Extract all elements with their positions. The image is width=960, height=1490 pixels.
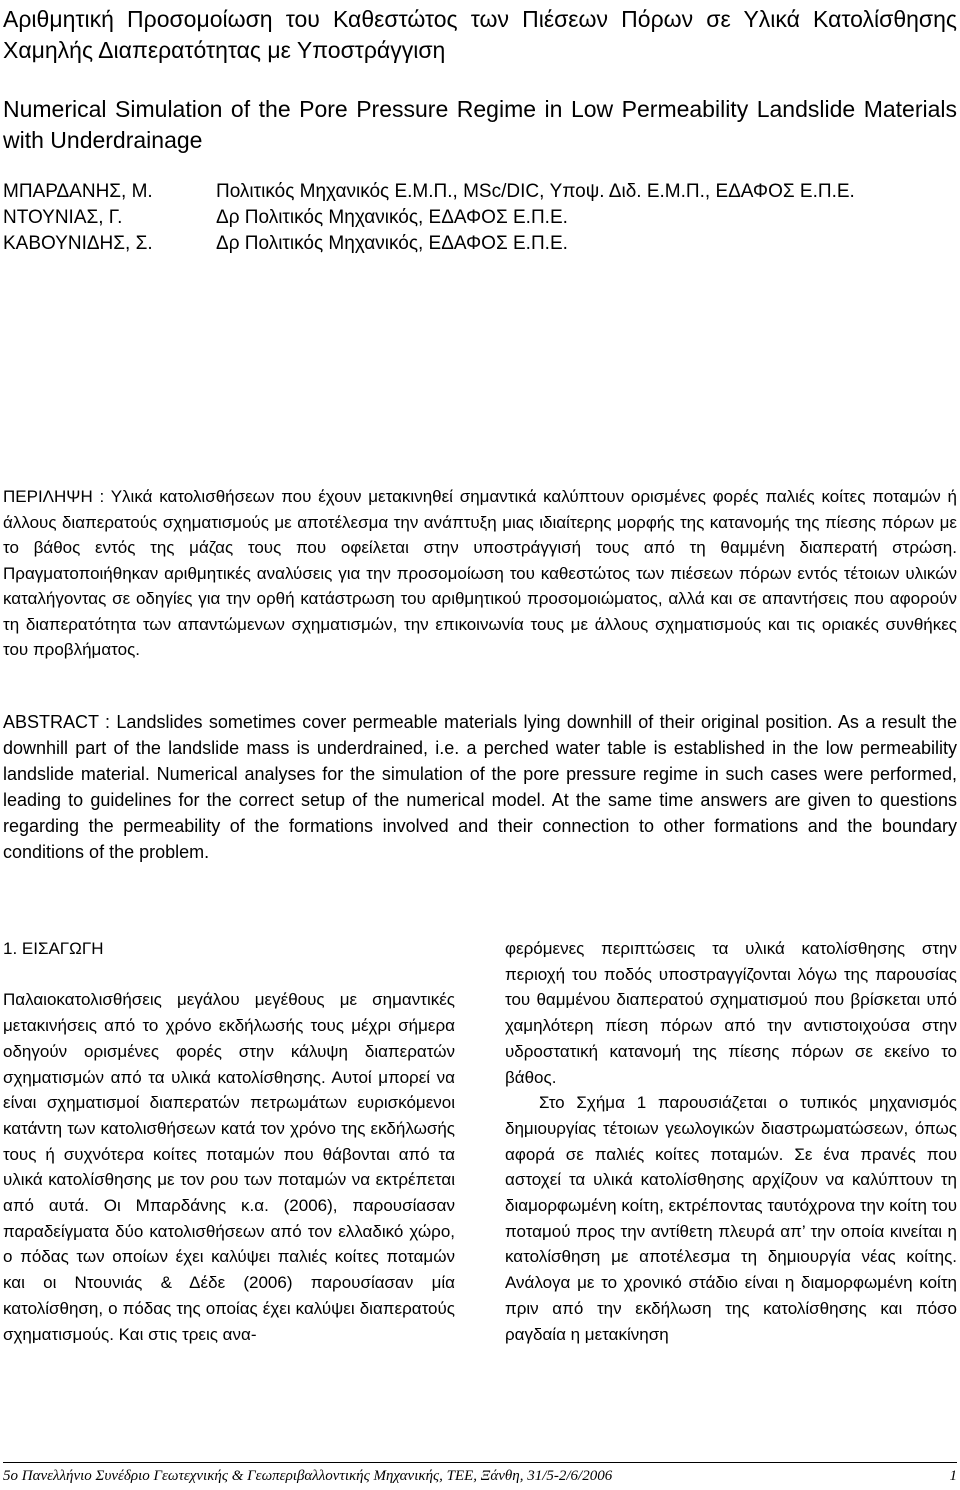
- author-name: ΜΠΑΡΔΑΝΗΣ, Μ.: [3, 181, 153, 202]
- abstract-greek: ΠΕΡΙΛΗΨΗ : Υλικά κατολισθήσεων που έχουν μετακινηθεί σημαντικά καλύπτουν ορισμένες φορές παλιές κοίτες ποταμών ή άλλους διαπερατούς σχηματισμούς με αποτέλεσμα την ανάπτυξη μιας ιδιαίτερης μορφής της κατανομής της πίεσης πόρων με το βάθος εντός της μάζας τους που οφείλεται στην υποστράγγισή τους από τη θαμμένη διαπερατή στρώση. Πραγματοποιήθηκαν αριθμητικές αναλύσεις για την προσομοίωση του καθεστώτος των πιέσεων πόρων εντός τέτοιων υλικών καταλήγοντας σε οδηγίες για την ορθή κατάστρωση του αριθμητικού προσομοιώματος, αλλά και σε απαντήσεις που αφορούν τη διαπερατότητα των απαντώμενων σχηματισμών, την επικοινωνία τους με άλλους σχηματισμούς και τις οριακές συνθήκες του προβλήματος.: [3, 487, 957, 659]
- body-paragraph: φερόμενες περιπτώσεις τα υλικά κατολίσθησης στην περιοχή του ποδός υποστραγγίζονται λόγω της παρουσίας του θαμμένου διαπερατού σχηματισμού που βρίσκεται υπό χαμηλότερη πίεση πόρων από την αντιστοιχούσα στην υδροστατική κατανομή της πίεσης πόρων σε εκείνο το βάθος.: [505, 939, 957, 1087]
- author-row: [3, 231, 855, 257]
- author-affiliation: Πολιτικός Μηχανικός Ε.Μ.Π., MSc/DIC, Υποψ. Διδ. Ε.Μ.Π., ΕΔΑΦΟΣ Ε.Π.Ε.: [216, 181, 855, 202]
- footer-conference: 5ο Πανελλήνιο Συνέδριο Γεωτεχνικής & Γεωπεριβαλλοντικής Μηχανικής, ΤΕΕ, Ξάνθη, 31/5-2/6/2006: [3, 1468, 613, 1484]
- body-paragraph: Στο Σχήμα 1 παρουσιάζεται ο τυπικός μηχανισμός δημιουργίας τέτοιων γεωλογικών διαστρωματώσεων, όπως αφορά σε παλιές κοίτες ποταμών. Σε ένα πρανές που αστοχεί τα υλικά κατολίσθησης αρχίζουν να καλύπτουν τη διαμορφωμένη κοίτη, εκτρέποντας ταυτόχρονα την κοίτη του ποταμού προς την αντίθετη πλευρά απ’ την οποία κινείται η κατολίσθηση με αποτέλεσμα τη δημιουργία νέας κοίτης. Ανάλογα με το χρονικό στάδιο είναι η διαμορφωμένη κοίτη πριν από την εκδήλωση της κατολίσθησης και πόσο ραγδαία η μετακίνηση: [505, 1093, 957, 1344]
- author-name: ΚΑΒΟΥΝΙΔΗΣ, Σ.: [3, 233, 153, 254]
- body-paragraph: Παλαιοκατολισθήσεις μεγάλου μεγέθους με σημαντικές μετακινήσεις από το χρόνο εκδήλωσής τους μέχρι σήμερα οδηγούν ορισμένες φορές στην κάλυψη διαπερατών σχηματισμών από τα υλικά κατολίσθησης. Αυτοί μπορεί να είναι σχηματισμοί διαπερατών πετρωμάτων ευρισκόμενοι κατάντη των κατολισθήσεων κατά τον χρόνο της εκδήλωσής τους ή συχνότερα κοίτες ποταμών που θάβονται από τα υλικά κατολίσθησης με τον ρου των ποταμών να εκτρέπεται από αυτά. Οι Μπαρδάνης κ.α. (2006), παρουσίασαν παραδείγματα δύο κατολισθήσεων από τον ελλαδικό χώρο, ο πόδας των οποίων έχει καλύψει παλιές κοίτες ποταμών και οι Ντουνιάς & Δέδε (2006) παρουσίασαν μία κατολίσθηση, ο πόδας της οποίας έχει καλύψει διαπερατούς σχηματισμούς. Και στις τρεις ανα-: [3, 990, 455, 1344]
- author-affiliation: Δρ Πολιτικός Μηχανικός, ΕΔΑΦΟΣ Ε.Π.Ε.: [216, 233, 568, 254]
- abstract-english: ABSTRACT : Landslides sometimes cover permeable materials lying downhill of their original position. As a result the downhill part of the landslide mass is underdrained, i.e. a perched water table is established in the low permeability landslide material. Numerical analyses for the simulation of the pore pressure regime in such cases were performed, leading to guidelines for the correct setup of the numerical model. At the same time answers are given to questions regarding the permeability of the formations involved and their connection to other formations and the boundary conditions of the problem.: [3, 712, 957, 862]
- author-list: [3, 179, 855, 257]
- body-column-right: [505, 936, 957, 1347]
- footer-divider: [3, 1462, 957, 1463]
- section-heading: 1. ΕΙΣΑΓΩΓΗ: [3, 939, 104, 958]
- paper-title-greek: Αριθμητική Προσομοίωση του Καθεστώτος των Πιέσεων Πόρων σε Υλικά Κατολίσθησης Χαμηλής Διαπερατότητας με Υποστράγγιση: [3, 6, 957, 63]
- author-row: [3, 205, 855, 231]
- author-name: ΝΤΟΥΝΙΑΣ, Γ.: [3, 207, 123, 228]
- author-row: [3, 179, 855, 205]
- body-column-left: [3, 936, 455, 1347]
- author-affiliation: Δρ Πολιτικός Μηχανικός, ΕΔΑΦΟΣ Ε.Π.Ε.: [216, 207, 568, 228]
- page-number: 1: [949, 1468, 957, 1484]
- paper-title-english: Numerical Simulation of the Pore Pressure Regime in Low Permeability Landslide Materials with Underdrainage: [3, 96, 957, 153]
